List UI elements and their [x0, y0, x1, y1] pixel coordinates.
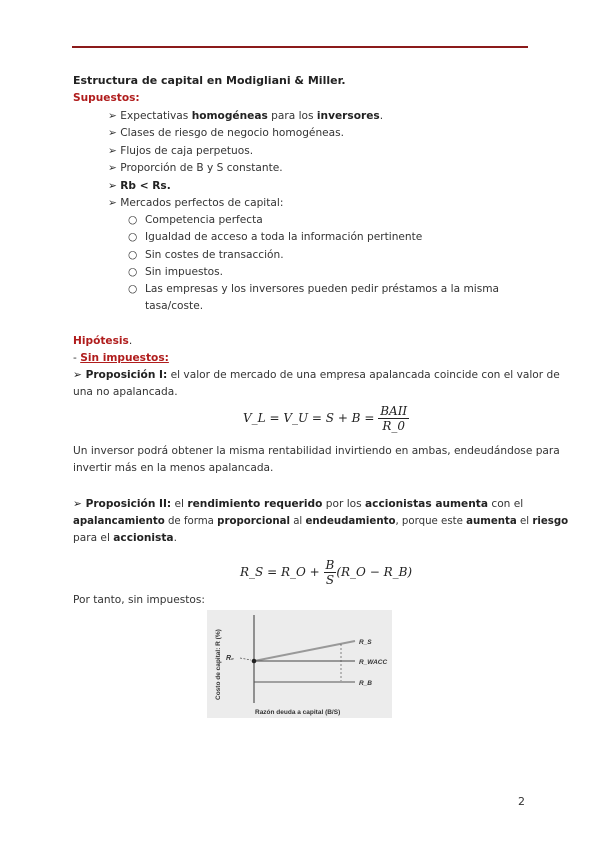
prop2-text-cont2: para el accionista.	[73, 532, 177, 544]
rwacc-label: R_WACC	[359, 659, 388, 666]
prop1-explanation-cont: invertir más en la menos apalancada.	[73, 462, 274, 474]
prop2-text: ➢ Proposición II: el rendimiento requerido por los accionistas aumenta con el	[73, 498, 524, 510]
list-item: ➢ Expectativas homogéneas para los inversores.	[108, 110, 384, 122]
rs-line	[254, 641, 355, 661]
list-item: ➢ Mercados perfectos de capital:	[108, 197, 284, 209]
sub-list-item: ○ Competencia perfecta	[128, 214, 263, 226]
r0-point	[252, 659, 257, 664]
rs-label: R_S	[359, 639, 372, 646]
supuestos-heading: Supuestos:	[73, 92, 140, 104]
page-number: 2	[518, 795, 525, 808]
prop1-text: ➢ Proposición I: el valor de mercado de una empresa apalancada coincide con el valor de	[73, 369, 560, 381]
list-item: ➢ Rb < Rs.	[108, 180, 171, 192]
sub-list-item: ○ Igualdad de acceso a toda la información pertinente	[128, 231, 423, 243]
sub-list-item: ○ Las empresas y los inversores pueden pedir préstamos a la misma	[128, 283, 500, 295]
x-axis-label: Razón deuda a capital (B/S)	[255, 709, 341, 716]
list-item: ➢ Proporción de B y S constante.	[108, 162, 283, 174]
r0-label: R₀	[226, 655, 234, 662]
formula-prop2: R_S = R_O + $\frac{B}{S}$ (R_O − R_B)	[240, 558, 413, 587]
por-tanto-text: Por tanto, sin impuestos:	[73, 594, 205, 606]
prop2-text-cont: apalancamiento de forma proporcional al endeudamiento, porque este aumenta el riesgo	[73, 516, 569, 527]
page-title: Estructura de capital en Modigliani & Miller.	[73, 74, 346, 87]
prop1-text-cont: una no apalancada.	[73, 386, 178, 398]
mm-cost-of-capital-figure	[207, 610, 392, 718]
sub-list-item: ○ Sin impuestos.	[128, 266, 224, 278]
hipotesis-heading: Hipótesis.	[73, 335, 133, 347]
rb-label: R_B	[359, 680, 373, 687]
sub-list-item: ○ Sin costes de transacción.	[128, 249, 284, 261]
header-rule	[72, 46, 528, 48]
list-item: ➢ Clases de riesgo de negocio homogéneas.	[108, 127, 345, 139]
formula-prop1: V_L = V_U = S + B = $\frac{\text{BAII}}{R\_0}$	[243, 404, 408, 433]
list-item: ➢ Flujos de caja perpetuos.	[108, 145, 254, 157]
y-axis-label: Costo de capital: R (%)	[215, 629, 222, 700]
prop1-explanation: Un inversor podrá obtener la misma rentabilidad invirtiendo en ambas, endeudándose para	[73, 445, 560, 457]
sin-impuestos-heading: - Sin impuestos:	[73, 352, 169, 364]
